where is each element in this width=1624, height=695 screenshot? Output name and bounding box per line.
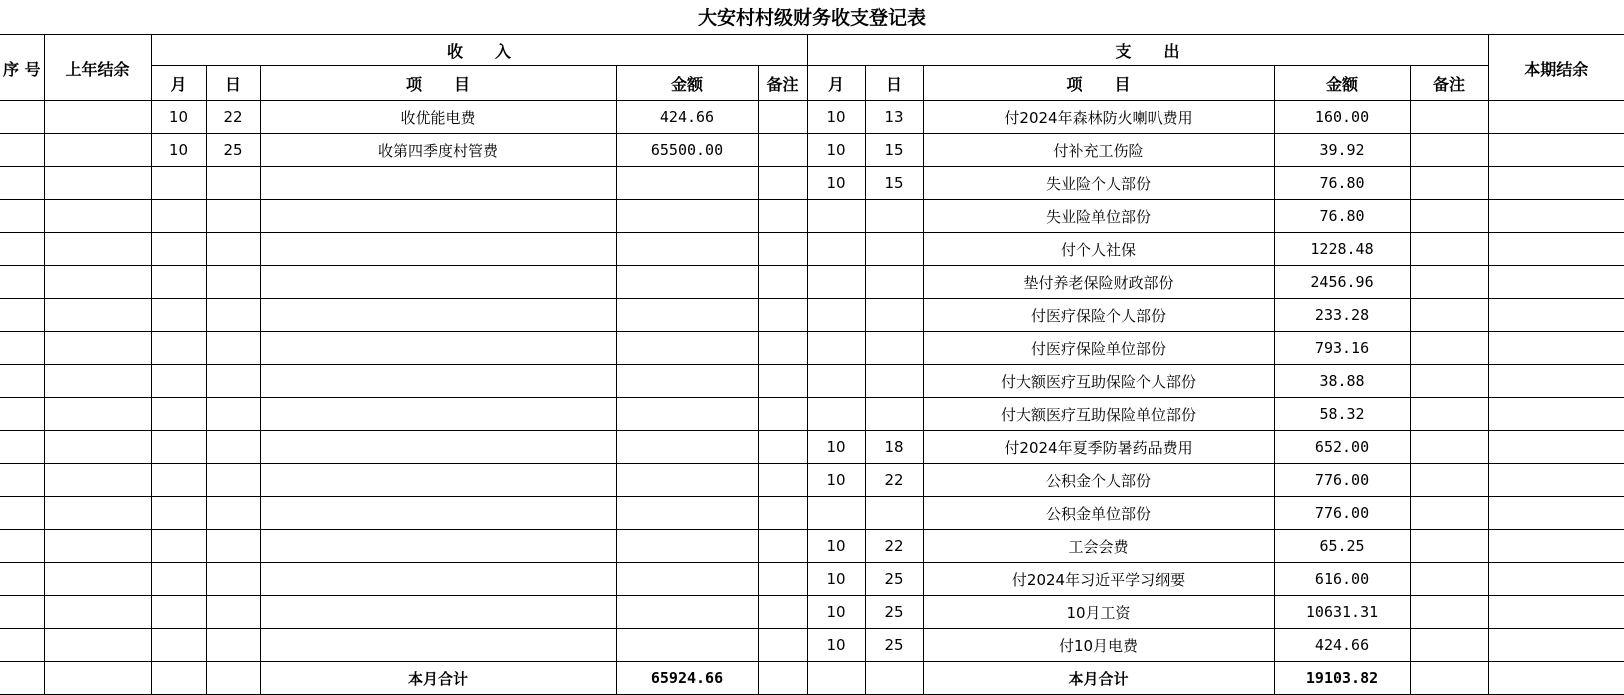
current-balance-cell [1488,464,1624,497]
expense-note-cell [1410,596,1488,629]
income-note-cell [758,530,807,563]
expense-note-cell [1410,629,1488,662]
income-amount-cell [616,332,758,365]
income-day-cell [206,629,260,662]
expense-amount-cell: 616.00 [1274,563,1410,596]
expense-note-cell [1410,332,1488,365]
expense-month-cell: 10 [807,530,865,563]
expense-item-cell: 付大额医疗互助保险个人部份 [923,365,1274,398]
income-day-cell [206,398,260,431]
expense-item-cell: 公积金个人部份 [923,464,1274,497]
income-day-cell [206,563,260,596]
expense-item-cell: 付大额医疗互助保险单位部份 [923,398,1274,431]
expense-item-cell: 付医疗保险个人部份 [923,299,1274,332]
table-row [0,299,1624,332]
income-day-cell [206,365,260,398]
expense-note-cell [1410,266,1488,299]
expense-month-cell [807,662,865,695]
expense-month-cell: 10 [807,596,865,629]
table-row [0,596,1624,629]
income-note-cell [758,464,807,497]
header-income-amount: 金额 [616,66,758,101]
expense-amount-cell: 76.80 [1274,167,1410,200]
header-income-month: 月 [151,66,206,101]
expense-day-cell [865,266,923,299]
expense-day-cell [865,200,923,233]
income-item-cell [260,530,616,563]
table-row [0,200,1624,233]
expense-day-cell: 15 [865,167,923,200]
table-row [0,332,1624,365]
income-amount-cell [616,233,758,266]
income-note-cell [758,167,807,200]
income-note-cell [758,398,807,431]
income-day-cell [206,497,260,530]
seq-cell [0,299,44,332]
seq-cell [0,596,44,629]
income-total-amount: 65924.66 [616,662,758,695]
header-income: 收 入 [151,35,807,66]
income-day-cell [206,200,260,233]
header-income-day: 日 [206,66,260,101]
table-row [0,629,1624,662]
table-row [0,365,1624,398]
expense-month-cell [807,365,865,398]
current-balance-cell [1488,266,1624,299]
current-balance-cell [1488,167,1624,200]
income-month-cell [151,497,206,530]
income-note-cell [758,629,807,662]
expense-amount-cell: 65.25 [1274,530,1410,563]
current-balance-cell [1488,629,1624,662]
page-title: 大安村村级财务收支登记表 [697,7,926,29]
expense-note-cell [1410,464,1488,497]
prev-balance-cell [44,233,151,266]
expense-month-cell: 10 [807,134,865,167]
income-amount-cell [616,299,758,332]
income-note-cell [758,200,807,233]
income-month-cell [151,332,206,365]
expense-note-cell [1410,497,1488,530]
table-row [0,266,1624,299]
seq-cell [0,563,44,596]
expense-amount-cell: 652.00 [1274,431,1410,464]
income-item-cell [260,464,616,497]
expense-amount-cell: 76.80 [1274,200,1410,233]
current-balance-cell [1488,530,1624,563]
income-day-cell [206,332,260,365]
prev-balance-cell [44,497,151,530]
expense-item-cell: 垫付养老保险财政部份 [923,266,1274,299]
current-balance-cell [1488,365,1624,398]
expense-day-cell [865,299,923,332]
table-row [0,497,1624,530]
expense-day-cell: 18 [865,431,923,464]
income-month-cell: 10 [151,134,206,167]
prev-balance-cell [44,365,151,398]
income-item-cell [260,233,616,266]
expense-month-cell [807,266,865,299]
prev-balance-cell [44,200,151,233]
income-item-cell [260,431,616,464]
income-day-cell [206,299,260,332]
table-row [0,431,1624,464]
header-row-2 [0,66,1624,101]
header-row-1 [0,35,1624,66]
income-item-cell [260,398,616,431]
expense-month-cell: 10 [807,431,865,464]
current-balance-cell [1488,431,1624,464]
income-note-cell [758,101,807,134]
expense-item-cell: 工会会费 [923,530,1274,563]
expense-day-cell [865,398,923,431]
prev-balance-cell [44,134,151,167]
expense-month-cell [807,332,865,365]
income-item-cell: 收第四季度村管费 [260,134,616,167]
table-row [0,233,1624,266]
seq-cell [0,332,44,365]
expense-item-cell: 10月工资 [923,596,1274,629]
income-item-cell [260,365,616,398]
current-balance-cell [1488,563,1624,596]
prev-balance-cell [44,629,151,662]
expense-month-cell [807,233,865,266]
income-item-cell [260,266,616,299]
income-item-cell [260,299,616,332]
header-income-item: 项 目 [260,66,616,101]
header-income-note: 备注 [758,66,807,101]
current-balance-cell [1488,200,1624,233]
income-item-cell [260,563,616,596]
income-note-cell [758,365,807,398]
expense-note-cell [1410,200,1488,233]
income-amount-cell [616,266,758,299]
income-day-cell [206,530,260,563]
expense-month-cell [807,299,865,332]
income-note-cell [758,233,807,266]
current-balance-cell [1488,332,1624,365]
expense-item-cell: 付2024年夏季防暑药品费用 [923,431,1274,464]
income-item-cell [260,596,616,629]
expense-item-cell: 付2024年森林防火喇叭费用 [923,101,1274,134]
expense-total-amount: 19103.82 [1274,662,1410,695]
income-item-cell [260,200,616,233]
income-day-cell: 25 [206,134,260,167]
expense-item-cell: 付10月电费 [923,629,1274,662]
header-expense-month: 月 [807,66,865,101]
seq-cell [0,266,44,299]
expense-day-cell: 15 [865,134,923,167]
table-row [0,530,1624,563]
income-item-cell [260,332,616,365]
expense-note-cell [1410,431,1488,464]
expense-amount-cell: 2456.96 [1274,266,1410,299]
income-item-cell [260,497,616,530]
current-balance-cell [1488,398,1624,431]
expense-month-cell [807,200,865,233]
expense-month-cell: 10 [807,629,865,662]
income-month-cell [151,464,206,497]
expense-day-cell: 13 [865,101,923,134]
expense-item-cell: 失业险单位部份 [923,200,1274,233]
income-day-cell [206,266,260,299]
income-note-cell [758,134,807,167]
expense-amount-cell: 38.88 [1274,365,1410,398]
income-note-cell [758,266,807,299]
expense-note-cell [1410,365,1488,398]
income-day-cell [206,167,260,200]
income-month-cell [151,431,206,464]
expense-item-cell: 公积金单位部份 [923,497,1274,530]
income-amount-cell [616,629,758,662]
header-current-balance: 本期结余 [1488,35,1624,101]
expense-note-cell [1410,101,1488,134]
table-row [0,101,1624,134]
expense-day-cell [865,233,923,266]
expense-item-cell: 付个人社保 [923,233,1274,266]
expense-total-label: 本月合计 [923,662,1274,695]
prev-balance-cell [44,431,151,464]
header-expense-day: 日 [865,66,923,101]
expense-amount-cell: 160.00 [1274,101,1410,134]
seq-cell [0,200,44,233]
expense-day-cell [865,662,923,695]
table-row [0,398,1624,431]
income-day-cell [206,596,260,629]
expense-month-cell: 10 [807,464,865,497]
expense-amount-cell: 39.92 [1274,134,1410,167]
current-balance-cell [1488,596,1624,629]
income-month-cell [151,266,206,299]
expense-amount-cell: 1228.48 [1274,233,1410,266]
income-note-cell [758,662,807,695]
prev-balance-cell [44,266,151,299]
prev-balance-cell [44,332,151,365]
expense-note-cell [1410,563,1488,596]
income-day-cell [206,233,260,266]
expense-month-cell [807,497,865,530]
income-item-cell [260,629,616,662]
income-month-cell [151,200,206,233]
expense-day-cell: 22 [865,530,923,563]
prev-balance-cell [44,464,151,497]
table-row [0,167,1624,200]
current-balance-cell [1488,497,1624,530]
header-prev-balance: 上年结余 [44,35,151,101]
current-balance-cell [1488,233,1624,266]
expense-note-cell [1410,398,1488,431]
seq-cell [0,101,44,134]
prev-balance-cell [44,398,151,431]
income-item-cell: 收优能电费 [260,101,616,134]
income-month-cell [151,365,206,398]
table-row [0,464,1624,497]
expense-amount-cell: 776.00 [1274,497,1410,530]
header-expense-item: 项 目 [923,66,1274,101]
income-amount-cell [616,398,758,431]
current-balance-cell [1488,101,1624,134]
income-note-cell [758,596,807,629]
prev-balance-cell [44,662,151,695]
income-note-cell [758,563,807,596]
seq-cell [0,431,44,464]
income-amount-cell [616,596,758,629]
seq-cell [0,233,44,266]
seq-cell [0,497,44,530]
expense-day-cell: 25 [865,629,923,662]
income-amount-cell [616,431,758,464]
expense-day-cell [865,365,923,398]
expense-note-cell [1410,299,1488,332]
income-note-cell [758,431,807,464]
expense-amount-cell: 793.16 [1274,332,1410,365]
header-expense: 支 出 [807,35,1488,66]
current-balance-cell [1488,299,1624,332]
expense-amount-cell: 776.00 [1274,464,1410,497]
table-row [0,563,1624,596]
income-amount-cell [616,563,758,596]
expense-month-cell: 10 [807,101,865,134]
expense-day-cell [865,497,923,530]
expense-item-cell: 付医疗保险单位部份 [923,332,1274,365]
income-month-cell [151,233,206,266]
expense-note-cell [1410,233,1488,266]
expense-note-cell [1410,167,1488,200]
expense-item-cell: 付补充工伤险 [923,134,1274,167]
seq-cell [0,365,44,398]
income-month-cell [151,167,206,200]
seq-cell [0,629,44,662]
seq-cell [0,662,44,695]
income-amount-cell [616,200,758,233]
expense-month-cell [807,398,865,431]
seq-cell [0,134,44,167]
expense-amount-cell: 424.66 [1274,629,1410,662]
expense-month-cell: 10 [807,563,865,596]
income-amount-cell [616,365,758,398]
income-month-cell [151,596,206,629]
prev-balance-cell [44,596,151,629]
seq-cell [0,398,44,431]
header-expense-note: 备注 [1410,66,1488,101]
expense-day-cell [865,332,923,365]
income-amount-cell [616,497,758,530]
expense-item-cell: 失业险个人部份 [923,167,1274,200]
prev-balance-cell [44,530,151,563]
expense-note-cell [1410,134,1488,167]
expense-amount-cell: 233.28 [1274,299,1410,332]
header-expense-amount: 金额 [1274,66,1410,101]
expense-day-cell: 22 [865,464,923,497]
prev-balance-cell [44,299,151,332]
income-note-cell [758,497,807,530]
income-month-cell [151,662,206,695]
income-amount-cell: 424.66 [616,101,758,134]
income-note-cell [758,299,807,332]
expense-amount-cell: 10631.31 [1274,596,1410,629]
prev-balance-cell [44,563,151,596]
income-day-cell [206,431,260,464]
expense-day-cell: 25 [865,563,923,596]
header-seq: 序 号 [0,35,44,101]
expense-item-cell: 付2024年习近平学习纲要 [923,563,1274,596]
expense-month-cell: 10 [807,167,865,200]
income-day-cell [206,464,260,497]
seq-cell [0,167,44,200]
income-month-cell [151,530,206,563]
income-month-cell [151,299,206,332]
expense-day-cell: 25 [865,596,923,629]
income-amount-cell: 65500.00 [616,134,758,167]
income-amount-cell [616,167,758,200]
totals-row [0,662,1624,695]
expense-note-cell [1410,662,1488,695]
expense-amount-cell: 58.32 [1274,398,1410,431]
income-month-cell [151,629,206,662]
expense-note-cell [1410,530,1488,563]
income-amount-cell [616,530,758,563]
income-month-cell [151,398,206,431]
current-balance-cell [1488,134,1624,167]
ledger-table [0,34,1624,695]
income-month-cell: 10 [151,101,206,134]
income-amount-cell [616,464,758,497]
income-day-cell: 22 [206,101,260,134]
seq-cell [0,464,44,497]
current-balance-cell [1488,662,1624,695]
income-day-cell [206,662,260,695]
income-total-label: 本月合计 [260,662,616,695]
income-note-cell [758,332,807,365]
income-month-cell [151,563,206,596]
prev-balance-cell [44,101,151,134]
seq-cell [0,530,44,563]
table-row [0,134,1624,167]
income-item-cell [260,167,616,200]
prev-balance-cell [44,167,151,200]
